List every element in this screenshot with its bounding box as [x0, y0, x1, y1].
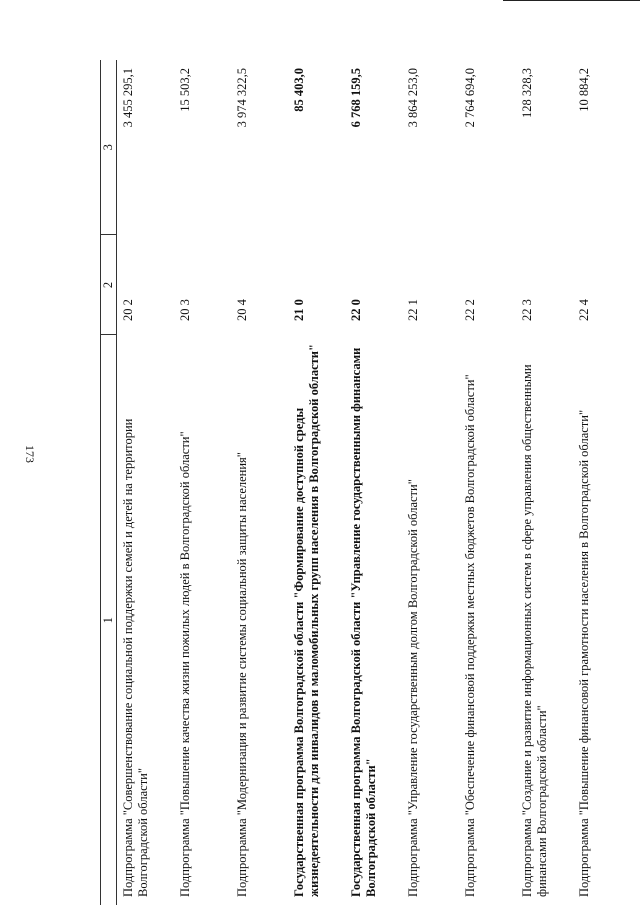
row-amount-cell: 85 403,0 [292, 68, 306, 112]
row-amount-cell: 15 503,2 [178, 68, 192, 112]
table-body [117, 60, 631, 905]
table-row [288, 60, 345, 905]
row-name-cell: Подпрограмма "Создание и развитие информационных систем в сфере управления общественными финансами Волгоградской области" [520, 364, 549, 897]
row-amount-cell: 128 328,3 [520, 68, 534, 118]
row-code-cell: 22 2 [463, 299, 477, 321]
row-name-cell: Подпрограмма "Совершенствование социальной поддержки семей и детей на территории Волгоградской области" [121, 418, 150, 897]
table-row [459, 60, 516, 905]
header-col-1: 1 [101, 335, 117, 905]
header-col-2: 2 [101, 235, 117, 335]
table-row [573, 60, 630, 905]
table-row [117, 60, 175, 905]
row-name-cell: Подпрограмма "Повышение финансовой грамотности населения в Волгоградской области" [577, 409, 591, 897]
row-amount-cell: 2 764 694,0 [463, 68, 477, 128]
row-amount-cell: 3 455 295,1 [121, 68, 135, 128]
row-code-cell: 22 4 [577, 299, 591, 321]
row-name-cell: Подпрограмма "Повышение качества жизни пожилых людей в Волгоградской области" [178, 431, 192, 897]
row-amount-cell: 3 974 322,5 [235, 68, 249, 128]
row-amount-cell: 3 864 253,0 [406, 68, 420, 128]
row-amount-cell: 6 768 159,5 [349, 68, 363, 128]
table-row [231, 60, 288, 905]
row-name-cell: Государственная программа Волгоградской области "Формирование доступной среды жизнедеятельности для инвалидов и маломобильных групп населения в Волгоградской области" [292, 344, 321, 897]
row-code-cell: 22 0 [349, 299, 363, 321]
table-row [402, 60, 459, 905]
row-code-cell: 22 1 [406, 299, 420, 321]
budget-table [100, 60, 630, 905]
row-code-cell: 20 4 [235, 299, 249, 321]
row-name-cell: Государственная программа Волгоградской области "Управление государственными финансами Волгоградской области" [349, 347, 378, 897]
row-amount-cell: 10 884,2 [577, 68, 591, 112]
rotated-table-container [100, 60, 600, 905]
row-code-cell: 21 0 [292, 299, 306, 321]
header-col-3: 3 [101, 60, 117, 235]
row-name-cell: Подпрограмма "Обеспечение финансовой поддержки местных бюджетов Волгоградской области" [463, 374, 477, 897]
row-code-cell: 20 2 [121, 299, 135, 321]
row-name-cell: Подпрограмма "Модернизация и развитие системы социальной защиты населения" [235, 452, 249, 897]
top-rule [503, 0, 640, 1]
table-row [516, 60, 573, 905]
row-code-cell: 20 3 [178, 299, 192, 321]
row-name-cell: Подпрограмма "Управление государственным долгом Волгоградской области" [406, 479, 420, 897]
table-row [345, 60, 402, 905]
page-number: 173 [23, 445, 37, 463]
table-header-row [101, 60, 117, 905]
table-row [174, 60, 231, 905]
row-code-cell: 22 3 [520, 299, 534, 321]
